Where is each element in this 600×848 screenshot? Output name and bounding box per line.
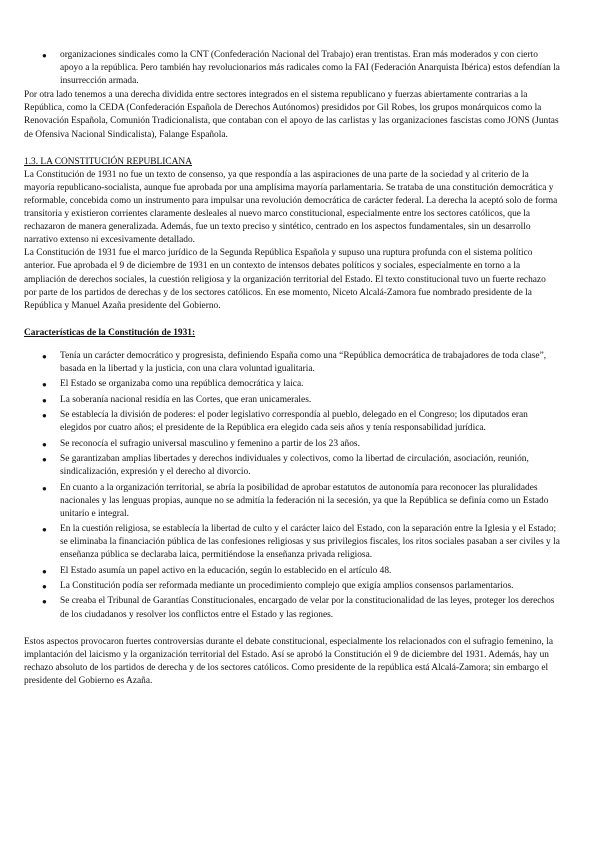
section-heading: 1.3. LA CONSTITUCIÓN REPUBLICANA: [24, 156, 192, 167]
characteristic-text: Se establecía la división de poderes: el poder legislativo correspondía al pueblo, delegado en el Congreso; los diputados eran elegidos por cuatro años; el presidente de la República era elegido cada seis años y tenía responsabilidad jurídica.: [60, 410, 528, 434]
bullet-icon: ●: [42, 597, 47, 607]
list-item: [42, 580, 560, 593]
characteristic-text: El Estado asumía un papel activo en la educación, según lo establecido en el artículo 48.: [60, 565, 392, 576]
intro-bullet-list: [24, 49, 560, 88]
list-item: [42, 595, 560, 621]
bullet-icon: ●: [42, 566, 47, 576]
list-item: [42, 49, 560, 88]
bullet-icon: ●: [42, 525, 47, 535]
list-item: [42, 482, 560, 521]
bullet-icon: ●: [42, 411, 47, 421]
intro-bullet-text: organizaciones sindicales como la CNT (Confederación Nacional del Trabajo) eran trentistas. Eran más moderados y con cierto apoyo a la república. Pero también hay revolucionarios más radicales como la FAI (Federación Anarquista Ibérica) estos defendían la insurrección armada.: [60, 50, 560, 87]
paragraph-constitucion-1: La Constitución de 1931 no fue un texto de consenso, ya que respondía a las aspiraciones de una parte de la sociedad y al criterio de la mayoría republicano-socialista, aunque fue aprobada por una amplísima mayoría parlamentaria. Se trataba de una constitución democrática y reformable, concebida como un instrumento para impulsar una revolución democrática de carácter federal. La derecha la aceptó solo de forma transitoria y existieron corrientes claramente desleales al nuevo marco constitucional, especialmente entre los sectores católicos, que la rechazaron de manera generalizada. Además, fue un texto preciso y sintético, centrado en los aspectos fundamentales, sin un desarrollo narrativo extenso ni excesivamente detallado.: [24, 169, 558, 246]
bullet-icon: ●: [42, 439, 47, 449]
bullet-icon: ●: [42, 395, 47, 405]
characteristics-title-text: Características de la Constitución de 1931: [24, 327, 192, 338]
bullet-icon: ●: [42, 483, 47, 493]
characteristic-text: La soberanía nacional residía en las Cortes, que eran unicamerales.: [60, 394, 312, 405]
list-item: [42, 565, 560, 578]
characteristic-text: El Estado se organizaba como una república democrática y laica.: [60, 379, 304, 390]
characteristics-title-colon: :: [191, 327, 196, 338]
list-item: [42, 394, 560, 407]
paragraph-derecha: Por otra lado tenemos a una derecha dividida entre sectores integrados en el sistema republicano y fuerzas abiertamente contrarias a la República, como la CEDA (Confederación Española de Derechos Autónomos) presididos por Gil Robes, los grupos monárquicos como la Renovación Española, Comunión Tradicionalista, que contaban con el apoyo de las carlistas y las organizaciones fascistas como JONS (Juntas de Ofensiva Nacional Sindicalista), Falange Española.: [24, 90, 559, 140]
characteristics-list: [24, 350, 560, 622]
characteristic-text: En la cuestión religiosa, se establecía la libertad de culto y el carácter laico del Estado, con la separación entre la Iglesia y el Estado; se eliminaba la financiación pública de las confesiones religiosas y sus privilegios fiscales, los ritos sociales pasaban a ser civiles y la enseñanza pública se declaraba laica, permitiéndose la enseñanza privada religiosa.: [60, 524, 560, 561]
characteristic-text: Tenía un carácter democrático y progresista, definiendo España como una “República democrática de trabajadores de toda clase”, basada en la libertad y la justicia, con una clara voluntad igualitaria.: [60, 350, 547, 374]
list-item: [42, 378, 560, 391]
bullet-icon: ●: [42, 455, 47, 465]
bullet-icon: ●: [42, 380, 47, 390]
list-item: [42, 523, 560, 562]
list-item: [42, 409, 560, 435]
bullet-icon: ●: [42, 51, 47, 60]
list-item: [42, 453, 560, 479]
paragraph-final: Estos aspectos provocaron fuertes controversias durante el debate constitucional, especialmente los relacionados con el sufragio femenino, la implantación del laicismo y la organización territorial del Estado. Así se aprobó la Constitución el 9 de diciembre del 1931. Además, hay un rechazo absoluto de los partidos de derecha y de los sectores católicos. Como presidente de la república está Alcalá-Zamora; sin embargo el presidente del Gobierno es Azaña.: [24, 636, 553, 686]
characteristics-title: [24, 327, 560, 340]
paragraph-constitucion-2: La Constitución de 1931 fue el marco jurídico de la Segunda República Española y supuso una ruptura profunda con el sistema político anterior. Fue aprobada el 9 de diciembre de 1931 en un contexto de intensos debates políticos y sociales, especialmente en torno a la ampliación de derechos sociales, la cuestión religiosa y la organización territorial del Estado. El texto constitucional tuvo un fuerte rechazo por parte de los partidos de derechas y de los sectores católicos. En ese momento, Niceto Alcalá-Zamora fue nombrado presidente de la República y Manuel Azaña presidente del Gobierno.: [24, 248, 546, 311]
list-item: [42, 438, 560, 451]
characteristic-text: En cuanto a la organización territorial, se abría la posibilidad de aprobar estatutos de autonomía para reconocer las pluralidades nacionales y las lenguas propias, aunque no se admitía la federación ni la secesión, ya que la República se definía como un Estado unitario e integral.: [60, 482, 549, 519]
characteristic-text: Se creaba el Tribunal de Garantías Constitucionales, encargado de velar por la constitucionalidad de las leyes, proteger los derechos de los ciudadanos y resolver los conflictos entre el Estado y las regiones.: [60, 596, 555, 620]
characteristic-text: Se reconocía el sufragio universal masculino y femenino a partir de los 23 años.: [60, 438, 360, 449]
list-item: [42, 350, 560, 376]
bullet-icon: ●: [42, 351, 47, 361]
bullet-icon: ●: [42, 582, 47, 592]
characteristic-text: Se garantizaban amplias libertades y derechos individuales y colectivos, como la libertad de circulación, asociación, reunión, sindicalización, expresión y el derecho al divorcio.: [60, 454, 529, 478]
characteristic-text: La Constitución podía ser reformada mediante un procedimiento complejo que exigía amplios consensos parlamentarios.: [60, 581, 514, 592]
